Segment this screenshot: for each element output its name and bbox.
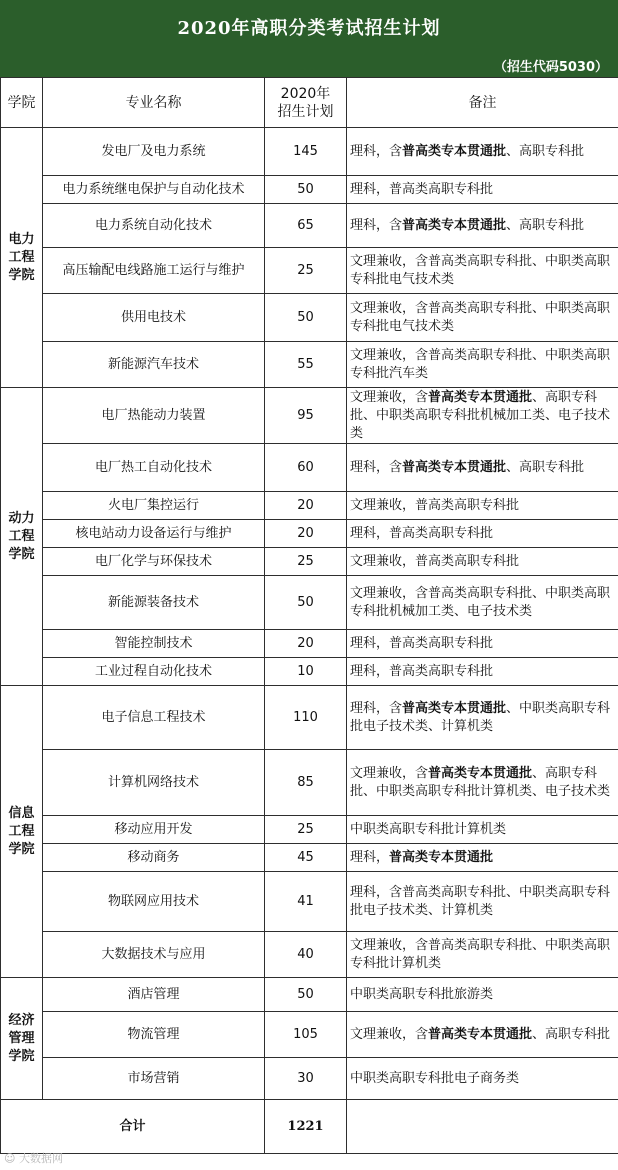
- plan-count: 65: [265, 204, 347, 248]
- major-name: 移动商务: [43, 844, 265, 872]
- note-text: 、高职专科批: [506, 217, 585, 233]
- table-row: [1, 576, 618, 630]
- header-plan: [265, 78, 347, 128]
- plan-count: 60: [265, 444, 347, 492]
- note-text: 理科，含: [350, 143, 403, 159]
- note-cell: [347, 816, 618, 844]
- major-name: 计算机网络技术: [43, 750, 265, 816]
- note-text: 文理兼收，含普高类高职专科批、中职类高职专科批汽车类: [350, 347, 611, 381]
- major-name: 发电厂及电力系统: [43, 128, 265, 176]
- plan-count: 25: [265, 548, 347, 576]
- table-row: [1, 128, 618, 176]
- college-name-line: 工程: [8, 528, 35, 544]
- plan-count: 45: [265, 844, 347, 872]
- note-text: 理科，含普高类高职专科批、中职类高职专科批电子技术类、计算机类: [350, 884, 611, 918]
- note-cell: [347, 204, 618, 248]
- table-row: [1, 978, 618, 1012]
- note-text: 文理兼收，含普高类高职专科批、中职类高职专科批机械加工类、电子技术类: [350, 585, 611, 619]
- major-name: 电力系统自动化技术: [43, 204, 265, 248]
- plan-count: 25: [265, 816, 347, 844]
- note-text: 理科，含: [350, 459, 403, 475]
- major-name: 酒店管理: [43, 978, 265, 1012]
- major-name: 电厂热工自动化技术: [43, 444, 265, 492]
- plan-count: 10: [265, 658, 347, 686]
- college-name-line: 电力: [8, 231, 35, 247]
- plan-count: 85: [265, 750, 347, 816]
- note-cell: [347, 492, 618, 520]
- note-text: 文理兼收，含: [350, 1026, 429, 1042]
- major-name: 智能控制技术: [43, 630, 265, 658]
- note-text: 中职类高职专科批电子商务类: [350, 1070, 520, 1086]
- note-text: 理科，普高类高职专科批: [350, 635, 494, 651]
- note-highlight: 普高类专本贯通批: [402, 459, 507, 475]
- note-highlight: 普高类专本贯通批: [428, 389, 533, 405]
- note-cell: [347, 978, 618, 1012]
- plan-count: 50: [265, 576, 347, 630]
- college-name-line: 学院: [8, 546, 35, 562]
- plan-count: 145: [265, 128, 347, 176]
- note-cell: [347, 1058, 618, 1100]
- header-plan-line1: 2020年: [280, 85, 331, 102]
- plan-count: 50: [265, 176, 347, 204]
- note-text: 、高职专科批、中职类高职专科批计算机类、电子技术类: [350, 765, 611, 799]
- major-name: 火电厂集控运行: [43, 492, 265, 520]
- total-value: 1221: [265, 1100, 347, 1154]
- note-cell: [347, 548, 618, 576]
- header-major: 专业名称: [43, 78, 265, 128]
- college-name-line: 信息: [8, 805, 35, 821]
- note-highlight: 普高类专本贯通批: [402, 217, 507, 233]
- note-text: 、高职专科批: [506, 459, 585, 475]
- major-name: 新能源汽车技术: [43, 342, 265, 388]
- major-name: 电子信息工程技术: [43, 686, 265, 750]
- note-text: 、高职专科批: [506, 143, 585, 159]
- major-name: 物流管理: [43, 1012, 265, 1058]
- note-text: 文理兼收，含: [350, 389, 429, 405]
- note-highlight: 普高类专本贯通批: [428, 1026, 533, 1042]
- college-name-line: 管理: [8, 1030, 35, 1046]
- table-row: [1, 388, 618, 444]
- total-label: 合计: [1, 1100, 265, 1154]
- table-row: [1, 548, 618, 576]
- header-note: 备注: [347, 78, 618, 128]
- table-row: [1, 444, 618, 492]
- college-name-line: 工程: [8, 823, 35, 839]
- major-name: 供用电技术: [43, 294, 265, 342]
- table-row: [1, 1058, 618, 1100]
- note-cell: [347, 388, 618, 444]
- note-text: 文理兼收，含普高类高职专科批、中职类高职专科批电气技术类: [350, 300, 611, 334]
- table-row: [1, 658, 618, 686]
- note-text: 、高职专科批: [532, 1026, 611, 1042]
- plan-count: 95: [265, 388, 347, 444]
- major-name: 移动应用开发: [43, 816, 265, 844]
- note-cell: [347, 1012, 618, 1058]
- note-cell: [347, 520, 618, 548]
- note-text: 理科，: [350, 849, 390, 865]
- total-note: [347, 1100, 618, 1154]
- major-name: 电厂化学与环保技术: [43, 548, 265, 576]
- header-college: 学院: [1, 78, 43, 128]
- college-name-line: 学院: [8, 1048, 35, 1064]
- college-name-line: 学院: [8, 267, 35, 283]
- table-row: [1, 520, 618, 548]
- plan-count: 25: [265, 248, 347, 294]
- major-name: 新能源装备技术: [43, 576, 265, 630]
- note-cell: [347, 444, 618, 492]
- plan-count: 20: [265, 520, 347, 548]
- note-cell: [347, 872, 618, 932]
- plan-count: 110: [265, 686, 347, 750]
- note-text: 中职类高职专科批计算机类: [350, 821, 507, 837]
- enrollment-code-text: （招生代码5030）: [493, 59, 608, 75]
- note-highlight: 普高类专本贯通批: [428, 765, 533, 781]
- table-body: [1, 128, 618, 1100]
- table-row: [1, 176, 618, 204]
- note-text: 理科，普高类高职专科批: [350, 181, 494, 197]
- note-highlight: 普高类专本贯通批: [402, 143, 507, 159]
- table-row: [1, 342, 618, 388]
- note-cell: [347, 750, 618, 816]
- note-cell: [347, 128, 618, 176]
- note-text: 理科，普高类高职专科批: [350, 525, 494, 541]
- note-text: 文理兼收，含普高类高职专科批、中职类高职专科批电气技术类: [350, 253, 611, 287]
- watermark: ☺ 大数据网: [4, 1152, 63, 1165]
- major-name: 电厂热能动力装置: [43, 388, 265, 444]
- college-name-line: 经济: [8, 1012, 35, 1028]
- note-text: 文理兼收，含普高类高职专科批、中职类高职专科批计算机类: [350, 937, 611, 971]
- table-row: [1, 750, 618, 816]
- table-row: [1, 294, 618, 342]
- enrollment-code: [0, 53, 618, 77]
- header-plan-line2: 招生计划: [277, 103, 334, 120]
- major-name: 大数据技术与应用: [43, 932, 265, 978]
- plan-count: 30: [265, 1058, 347, 1100]
- table-row: [1, 932, 618, 978]
- note-cell: [347, 658, 618, 686]
- college-name-line: 动力: [8, 510, 35, 526]
- note-cell: [347, 844, 618, 872]
- major-name: 工业过程自动化技术: [43, 658, 265, 686]
- total-row: [1, 1100, 618, 1154]
- table-row: [1, 204, 618, 248]
- table-row: [1, 872, 618, 932]
- note-text: 中职类高职专科批旅游类: [350, 986, 494, 1002]
- note-text: 、高职专科批、中职类高职专科批机械加工类、电子技术类: [350, 389, 611, 441]
- note-text: 文理兼收，普高类高职专科批: [350, 553, 520, 569]
- table-row: [1, 248, 618, 294]
- plan-count: 41: [265, 872, 347, 932]
- note-text: 理科，含: [350, 217, 403, 233]
- table-header-row: [1, 78, 618, 128]
- plan-count: 20: [265, 630, 347, 658]
- note-highlight: 普高类专本贯通批: [402, 700, 507, 716]
- table-row: [1, 816, 618, 844]
- note-text: 理科，普高类高职专科批: [350, 663, 494, 679]
- major-name: 市场营销: [43, 1058, 265, 1100]
- table-row: [1, 1012, 618, 1058]
- college-cell: [1, 388, 43, 686]
- note-text: 、中职类高职专科批电子技术类、计算机类: [350, 700, 611, 734]
- note-cell: [347, 576, 618, 630]
- note-highlight: 普高类专本贯通批: [389, 849, 494, 865]
- major-name: 高压输配电线路施工运行与维护: [43, 248, 265, 294]
- college-cell: [1, 128, 43, 388]
- note-cell: [347, 932, 618, 978]
- college-name-line: 学院: [8, 841, 35, 857]
- note-text: 文理兼收，含: [350, 765, 429, 781]
- plan-count: 20: [265, 492, 347, 520]
- table-row: [1, 630, 618, 658]
- note-text: 文理兼收，普高类高职专科批: [350, 497, 520, 513]
- major-name: 核电站动力设备运行与维护: [43, 520, 265, 548]
- note-cell: [347, 686, 618, 750]
- note-cell: [347, 248, 618, 294]
- major-name: 物联网应用技术: [43, 872, 265, 932]
- table-row: [1, 844, 618, 872]
- note-cell: [347, 176, 618, 204]
- page-title: 2020年高职分类考试招生计划: [0, 0, 618, 53]
- plan-count: 50: [265, 294, 347, 342]
- college-cell: [1, 686, 43, 978]
- major-name: 电力系统继电保护与自动化技术: [43, 176, 265, 204]
- note-cell: [347, 294, 618, 342]
- note-text: 理科，含: [350, 700, 403, 716]
- enrollment-table: [0, 77, 618, 1154]
- college-cell: [1, 978, 43, 1100]
- college-name-line: 工程: [8, 249, 35, 265]
- plan-count: 40: [265, 932, 347, 978]
- plan-count: 50: [265, 978, 347, 1012]
- plan-count: 105: [265, 1012, 347, 1058]
- plan-count: 55: [265, 342, 347, 388]
- table-row: [1, 686, 618, 750]
- note-cell: [347, 342, 618, 388]
- note-cell: [347, 630, 618, 658]
- table-row: [1, 492, 618, 520]
